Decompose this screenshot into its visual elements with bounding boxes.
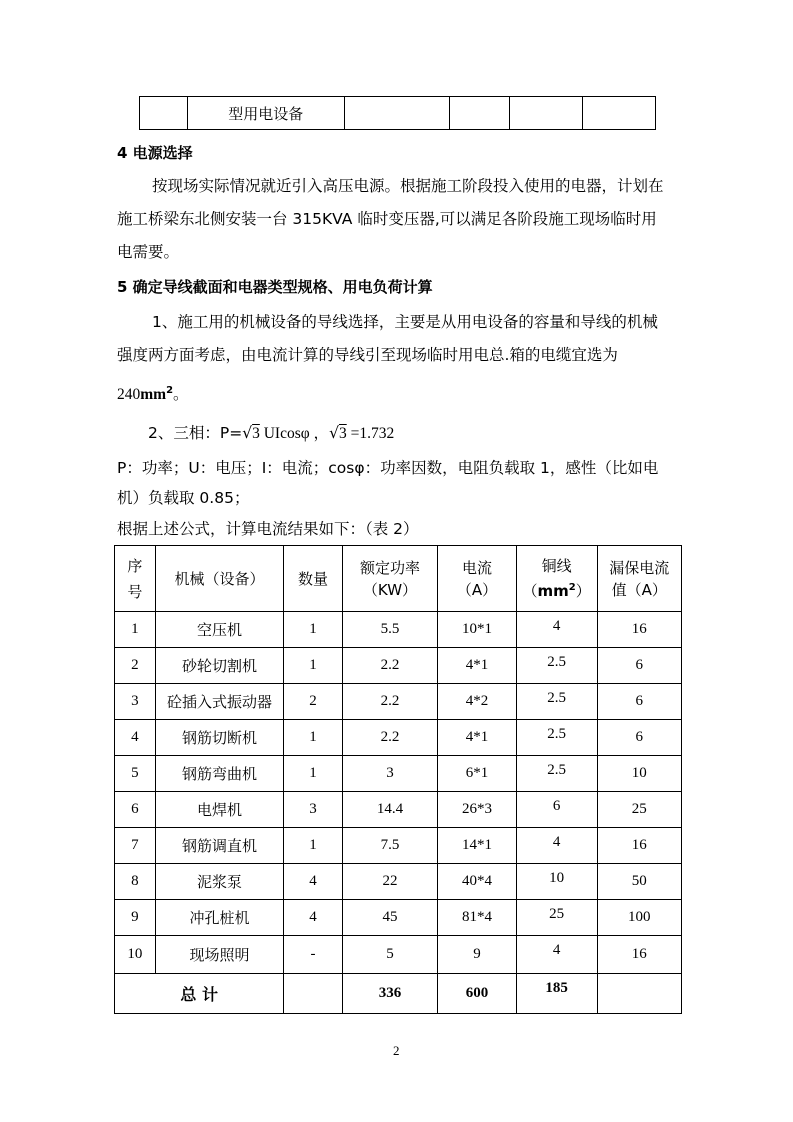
total-leak — [597, 974, 681, 1014]
cell-power: 5 — [342, 936, 437, 974]
cell-no: 8 — [115, 864, 156, 900]
cell-power: 7.5 — [342, 828, 437, 864]
cell-leak: 6 — [597, 684, 681, 720]
cell-current: 26*3 — [438, 792, 516, 828]
table-row — [115, 792, 682, 828]
cell-power: 14.4 — [342, 792, 437, 828]
top-table — [139, 96, 656, 130]
total-current: 600 — [438, 974, 516, 1014]
table-row — [115, 936, 682, 974]
item2-prefix: 2、三相：P= — [148, 424, 243, 442]
total-copper: 185 — [516, 974, 597, 1014]
cell-leak: 10 — [597, 756, 681, 792]
header-qty: 数量 — [284, 546, 342, 612]
cell-current: 4*1 — [438, 720, 516, 756]
header-copper: 铜线 $(mm^2)$ — [516, 546, 597, 612]
cell-copper: 4 — [516, 936, 597, 974]
header-seq: 序 号 — [115, 546, 156, 612]
cell-name: 现场照明 — [155, 936, 284, 974]
cell-leak: 50 — [597, 864, 681, 900]
cell-copper: 4 — [516, 612, 597, 648]
cell-current: 4*1 — [438, 648, 516, 684]
cell-copper: 2.5 — [516, 648, 597, 684]
section4-para-line2: 施工桥梁东北侧安装一台 315KVA 临时变压器,可以满足各阶段施工现场临时用 — [117, 210, 657, 228]
cell-no: 7 — [115, 828, 156, 864]
cell-name: 泥浆泵 — [155, 864, 284, 900]
cell-no: 2 — [115, 648, 156, 684]
cell-no: 9 — [115, 900, 156, 936]
cell-qty: 3 — [284, 792, 342, 828]
cell-copper: 10 — [516, 864, 597, 900]
item2-formula — [148, 417, 394, 450]
item1-unit: mm — [140, 386, 167, 404]
top-table-cell — [583, 97, 656, 130]
page-number: 2 — [393, 1043, 400, 1058]
cell-qty: 1 — [284, 720, 342, 756]
header-leak: 漏保电流 值（A） — [597, 546, 681, 612]
cell-qty: 2 — [284, 684, 342, 720]
cell-qty: 1 — [284, 648, 342, 684]
cell-no: 4 — [115, 720, 156, 756]
sqrt-symbol: √ — [242, 424, 253, 442]
table-row — [115, 684, 682, 720]
cell-name: 砂轮切割机 — [155, 648, 284, 684]
item1-line2: 强度两方面考虑，由电流计算的导线引至现场临时用电总.箱的电缆宜选为 — [117, 346, 618, 364]
cell-qty: 1 — [284, 612, 342, 648]
cell-current: 40*4 — [438, 864, 516, 900]
cell-current: 10*1 — [438, 612, 516, 648]
table-row — [115, 648, 682, 684]
cell-power: 2.2 — [342, 648, 437, 684]
cell-power: 22 — [342, 864, 437, 900]
table-row — [115, 612, 682, 648]
cell-name: 钢筋调直机 — [155, 828, 284, 864]
cell-current: 81*4 — [438, 900, 516, 936]
cell-name: 钢筋弯曲机 — [155, 756, 284, 792]
cell-copper: 2.5 — [516, 756, 597, 792]
cell-leak: 25 — [597, 792, 681, 828]
cell-name: 冲孔桩机 — [155, 900, 284, 936]
cell-name: 电焊机 — [155, 792, 284, 828]
item1-end: 。 — [173, 385, 189, 404]
table-row — [115, 864, 682, 900]
total-label: 总 计 — [115, 974, 284, 1014]
top-table-cell — [344, 97, 449, 130]
legend-line2: 机）负载取 0.85； — [117, 489, 250, 507]
legend-line1: P：功率；U：电压；I：电流；cosφ：功率因数，电阻负载取 1，感性（比如电 — [117, 459, 659, 477]
table-row — [115, 828, 682, 864]
top-table-name: 型用电设备 — [187, 97, 344, 130]
cell-copper: 2.5 — [516, 720, 597, 756]
cell-qty: 1 — [284, 828, 342, 864]
cell-qty: 1 — [284, 756, 342, 792]
cell-name: 空压机 — [155, 612, 284, 648]
cell-copper: 4 — [516, 828, 597, 864]
top-table-cell — [450, 97, 510, 130]
cell-no: 5 — [115, 756, 156, 792]
cell-power: 2.2 — [342, 720, 437, 756]
item1-line1: 1、施工用的机械设备的导线选择，主要是从用电设备的容量和导线的机械 — [152, 313, 658, 331]
cell-leak: 6 — [597, 648, 681, 684]
section4-para-line3: 电需要。 — [117, 243, 180, 261]
cell-power: 5.5 — [342, 612, 437, 648]
cell-qty: 4 — [284, 864, 342, 900]
cell-qty: 4 — [284, 900, 342, 936]
header-current: 电流 （A） — [438, 546, 516, 612]
total-row — [115, 974, 682, 1014]
item2-root2: 3 — [338, 425, 347, 442]
cell-qty: - — [284, 936, 342, 974]
sqrt-symbol: √ — [329, 424, 339, 442]
table-row — [115, 900, 682, 936]
table-row — [115, 720, 682, 756]
section4-para-line1: 按现场实际情况就近引入高压电源。根据施工阶段投入使用的电器，计划在 — [152, 177, 664, 195]
current-table — [114, 545, 682, 1014]
table-row — [115, 756, 682, 792]
cell-current: 6*1 — [438, 756, 516, 792]
top-table-cell — [509, 97, 583, 130]
table-intro: 根据上述公式，计算电流结果如下：（表 2） — [117, 520, 419, 538]
cell-name: 钢筋切断机 — [155, 720, 284, 756]
cell-leak: 16 — [597, 612, 681, 648]
section4-heading: 4 电源选择 — [117, 144, 193, 162]
total-qty — [284, 974, 342, 1014]
table-header-row — [115, 546, 682, 612]
cell-power: 3 — [342, 756, 437, 792]
item1-unit-sup: 2 — [166, 385, 174, 396]
item2-mid: UIcosφ ， — [259, 425, 330, 442]
cell-name: 砼插入式振动器 — [155, 684, 284, 720]
item1-value: 240 — [117, 386, 141, 404]
cell-no: 3 — [115, 684, 156, 720]
item2-end: =1.732 — [346, 425, 395, 442]
cell-current: 14*1 — [438, 828, 516, 864]
cell-no: 1 — [115, 612, 156, 648]
item2-root: 3 — [252, 425, 260, 442]
cell-current: 9 — [438, 936, 516, 974]
header-machine: 机械（设备） — [155, 546, 284, 612]
item1-line3 — [117, 374, 189, 411]
top-table-cell — [140, 97, 188, 130]
cell-leak: 16 — [597, 828, 681, 864]
cell-no: 10 — [115, 936, 156, 974]
cell-leak: 6 — [597, 720, 681, 756]
header-power: 额定功率 （KW） — [342, 546, 437, 612]
cell-copper: 25 — [516, 900, 597, 936]
cell-copper: 2.5 — [516, 684, 597, 720]
cell-power: 2.2 — [342, 684, 437, 720]
cell-power: 45 — [342, 900, 437, 936]
cell-no: 6 — [115, 792, 156, 828]
section5-heading: 5 确定导线截面和电器类型规格、用电负荷计算 — [117, 278, 433, 296]
cell-copper: 6 — [516, 792, 597, 828]
total-power: 336 — [342, 974, 437, 1014]
cell-current: 4*2 — [438, 684, 516, 720]
cell-leak: 100 — [597, 900, 681, 936]
cell-leak: 16 — [597, 936, 681, 974]
